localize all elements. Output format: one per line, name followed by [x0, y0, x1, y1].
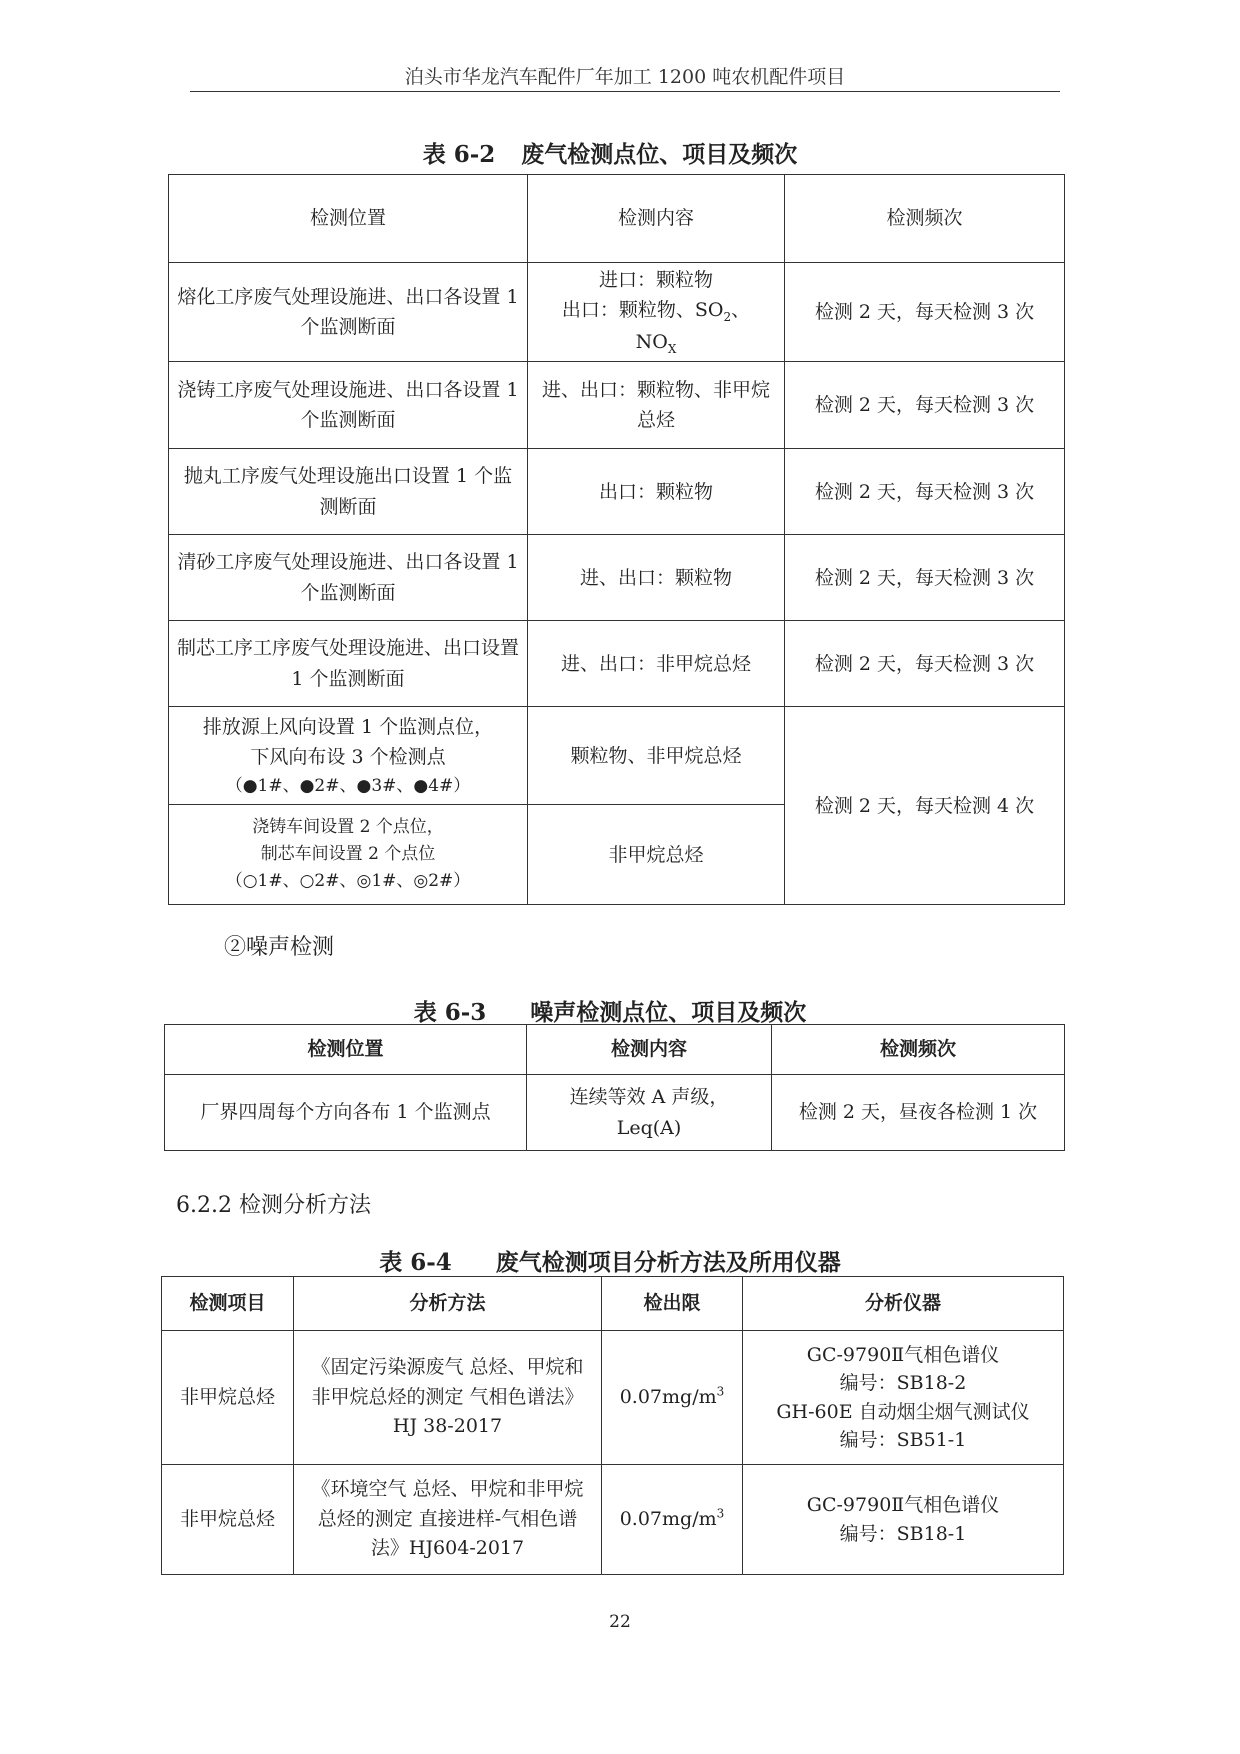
location-line: 下风向布设 3 个检测点: [250, 746, 446, 769]
frequency-cell: 检测 2 天，每天检测 3 次: [785, 621, 1065, 707]
page-number: 22: [609, 1612, 631, 1632]
instrument-line: GH-60E 自动烟尘烟气测试仪: [776, 1400, 1030, 1423]
table-header-row: [165, 1025, 1065, 1075]
content-cell: [527, 1075, 772, 1151]
table-row: [169, 263, 1065, 362]
location-cell: 清砂工序废气处理设施进、出口各设置 1 个监测断面: [169, 535, 528, 621]
frequency-cell: 检测 2 天，每天检测 3 次: [785, 449, 1065, 535]
table-row: [169, 449, 1065, 535]
content-cell: [528, 263, 785, 362]
table-6-4: [161, 1276, 1064, 1575]
location-cell: 厂界四周每个方向各布 1 个监测点: [165, 1075, 527, 1151]
content-cell: 进、出口：颗粒物: [528, 535, 785, 621]
instrument-line: 编号：SB51-1: [839, 1429, 967, 1451]
instrument-cell: [743, 1465, 1064, 1575]
frequency-cell: 检测 2 天，每天检测 3 次: [785, 362, 1065, 449]
subscript: 2: [723, 310, 732, 325]
item-cell: 非甲烷总烃: [162, 1465, 294, 1575]
page-header-title: 泊头市华龙汽车配件厂年加工 1200 吨农机配件项目: [404, 66, 846, 88]
caption-number: 表 6-2: [422, 141, 496, 168]
table-row: [162, 1331, 1064, 1465]
content-line: Leq(A): [616, 1116, 682, 1139]
table-row: [169, 707, 1065, 805]
header-rule: [190, 91, 1060, 92]
table-6-2-caption: [150, 136, 1070, 169]
frequency-cell: 检测 2 天，每天检测 4 次: [785, 707, 1065, 905]
table-row: [169, 362, 1065, 449]
table-6-3: [164, 1024, 1065, 1151]
table-6-4-caption: [150, 1244, 1070, 1277]
noise-heading: ②噪声检测: [224, 935, 335, 960]
location-line: 制芯车间设置 2 个点位: [260, 844, 436, 865]
content-cell: 非甲烷总烃: [528, 805, 785, 905]
content-cell: 出口：颗粒物: [528, 449, 785, 535]
content-text: NO: [635, 331, 668, 354]
header-item: 检测项目: [162, 1277, 294, 1331]
content-line: 进口：颗粒物: [598, 269, 713, 291]
header-frequency: 检测频次: [785, 175, 1065, 263]
section-6-2-2-heading: 6.2.2 检测分析方法: [176, 1193, 371, 1218]
location-cell: 制芯工序工序废气处理设施进、出口设置 1 个监测断面: [169, 621, 528, 707]
instrument-line: GC-9790Ⅱ气相色谱仪: [806, 1494, 1000, 1516]
content-cell: 进、出口：非甲烷总烃: [528, 621, 785, 707]
table-header-row: [169, 175, 1065, 263]
content-text: 、: [731, 299, 751, 322]
superscript: 3: [716, 1506, 725, 1521]
table-6-3-caption: [150, 994, 1070, 1027]
instrument-line: GC-9790Ⅱ气相色谱仪: [806, 1343, 1000, 1366]
caption-text: 废气检测项目分析方法及所用仪器: [495, 1249, 841, 1276]
caption-text: 噪声检测点位、项目及频次: [530, 999, 807, 1026]
table-row: [169, 535, 1065, 621]
location-cell: [169, 805, 528, 905]
content-line: 连续等效 A 声级，: [569, 1086, 729, 1109]
header-method: 分析方法: [294, 1277, 602, 1331]
header-location: 检测位置: [165, 1025, 527, 1075]
content-cell: 颗粒物、非甲烷总烃: [528, 707, 785, 805]
table-header-row: [162, 1277, 1064, 1331]
limit-value: 0.07mg/m: [619, 1508, 717, 1531]
content-line: [536, 295, 776, 327]
table-6-2: [168, 174, 1065, 905]
frequency-cell: 检测 2 天，每天检测 3 次: [785, 263, 1065, 362]
location-line: 浇铸车间设置 2 个点位，: [252, 817, 444, 838]
caption-text: 废气检测点位、项目及频次: [521, 141, 798, 168]
header-instrument: 分析仪器: [743, 1277, 1064, 1331]
instrument-cell: [743, 1331, 1064, 1465]
header-content: 检测内容: [527, 1025, 772, 1075]
limit-value: 0.07mg/m: [619, 1386, 717, 1409]
content-cell: 进、出口：颗粒物、非甲烷总烃: [528, 362, 785, 449]
instrument-line: 编号：SB18-2: [839, 1372, 967, 1394]
content-text: 出口：颗粒物、SO: [561, 299, 724, 322]
frequency-cell: 检测 2 天，每天检测 3 次: [785, 535, 1065, 621]
header-location: 检测位置: [169, 175, 528, 263]
limit-cell: [602, 1465, 743, 1575]
instrument-line: 编号：SB18-1: [839, 1522, 967, 1545]
header-content: 检测内容: [528, 175, 785, 263]
location-cell: 浇铸工序废气处理设施进、出口各设置 1 个监测断面: [169, 362, 528, 449]
method-cell: 《环境空气 总烃、甲烷和非甲烷总烃的测定 直接进样-气相色谱法》HJ604-2017: [294, 1465, 602, 1575]
header-limit: 检出限: [602, 1277, 743, 1331]
caption-number: 表 6-3: [413, 999, 487, 1026]
table-row: [162, 1465, 1064, 1575]
limit-cell: [602, 1331, 743, 1465]
location-line: （●1#、●2#、●3#、●4#）: [225, 775, 471, 796]
location-cell: 抛丸工序废气处理设施出口设置 1 个监测断面: [169, 449, 528, 535]
caption-number: 表 6-4: [379, 1249, 452, 1276]
location-line: （○1#、○2#、◎1#、◎2#）: [225, 871, 471, 892]
header-frequency: 检测频次: [772, 1025, 1065, 1075]
superscript: 3: [716, 1384, 725, 1399]
location-line: 排放源上风向设置 1 个监测点位，: [202, 715, 494, 738]
location-cell: 熔化工序废气处理设施进、出口各设置 1 个监测断面: [169, 263, 528, 362]
frequency-cell: 检测 2 天，昼夜各检测 1 次: [772, 1075, 1065, 1151]
method-cell: 《固定污染源废气 总烃、甲烷和非甲烷总烃的测定 气相色谱法》HJ 38-2017: [294, 1331, 602, 1465]
table-row: [165, 1075, 1065, 1151]
location-cell: [169, 707, 528, 805]
content-line: [536, 327, 776, 359]
item-cell: 非甲烷总烃: [162, 1331, 294, 1465]
subscript: X: [667, 342, 677, 357]
table-row: [169, 621, 1065, 707]
